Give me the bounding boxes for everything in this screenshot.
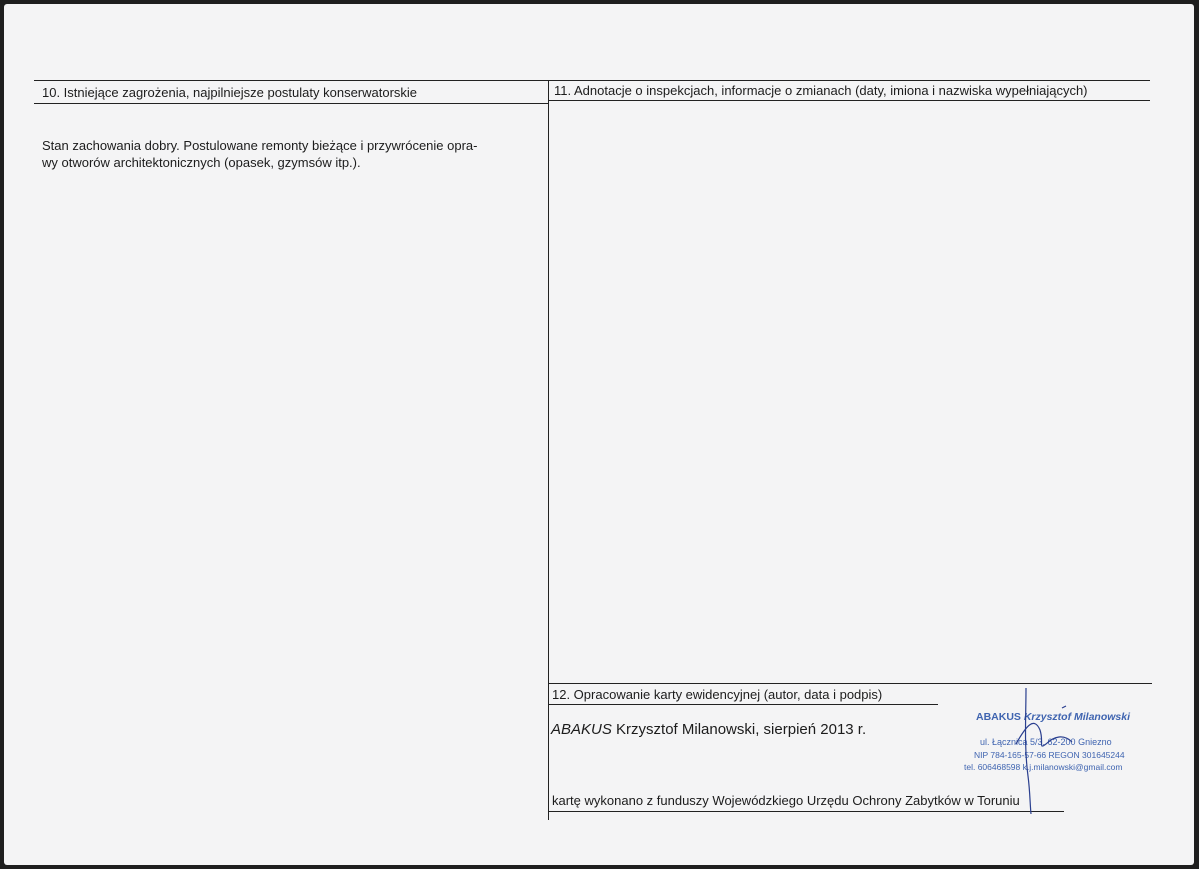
stamp-brand: ABAKUS (976, 711, 1021, 723)
section-10-text (42, 137, 522, 171)
column-divider (548, 80, 549, 820)
funding-note-underline (548, 811, 1064, 812)
section-10-heading: 10. Istniejące zagrożenia, najpilniejsze postulaty konserwatorskie (42, 85, 418, 100)
author-line (551, 721, 866, 739)
section-10-text-line: Stan zachowania dobry. Postulowane remonty bieżące i przywrócenie opra- (42, 138, 478, 153)
section-10-text-line: wy otworów architektonicznych (opasek, gzymsów itp.). (42, 155, 361, 170)
company-stamp (952, 708, 1172, 784)
section-10-heading-underline (34, 103, 548, 104)
funding-note: kartę wykonano z funduszy Wojewódzkiego Urzędu Ochrony Zabytków w Toruniu (552, 793, 1020, 808)
stamp-tax-ids: NIP 784-165-57-66 REGON 301645244 (974, 750, 1125, 760)
author-details: Krzysztof Milanowski, sierpień 2013 r. (611, 721, 867, 738)
document-page (4, 4, 1194, 865)
section-12-heading: 12. Opracowanie karty ewidencyjnej (autor, data i podpis) (552, 687, 883, 702)
section-11-heading: 11. Adnotacje o inspekcjach, informacje o zmianach (daty, imiona i nazwiska wypełniających) (554, 83, 1088, 98)
section-11-heading-underline (548, 100, 1150, 101)
section-12-heading-underline (548, 704, 938, 705)
author-brand: ABAKUS (551, 721, 612, 738)
stamp-address: ul. Łącznica 5/3, 62-200 Gniezno (980, 737, 1112, 747)
section-12-top-rule (548, 683, 1152, 684)
stamp-owner: Krzysztof Milanowski (1020, 711, 1131, 723)
top-rule (34, 80, 1150, 81)
stamp-company-line (976, 712, 1130, 722)
stamp-contact: tel. 606468598 k.j.milanowski@gmail.com (964, 762, 1123, 772)
